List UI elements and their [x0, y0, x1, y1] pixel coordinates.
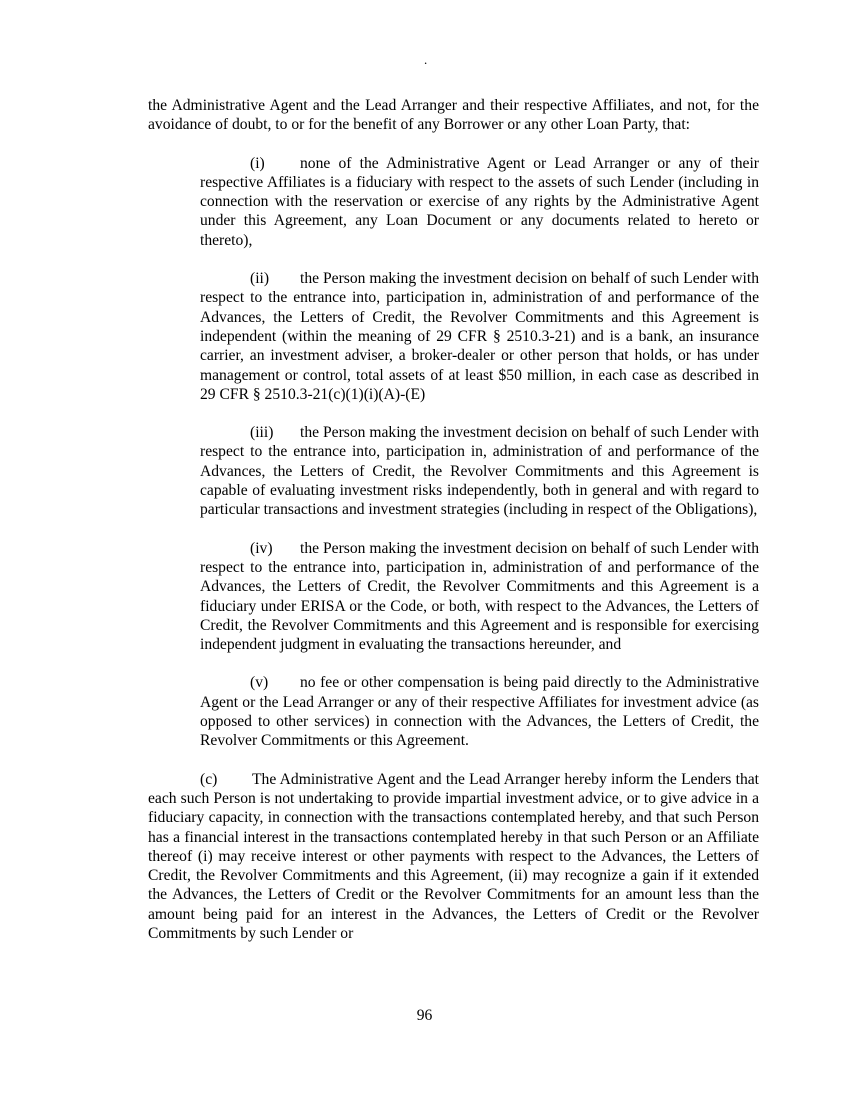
clause-iv-text: the Person making the investment decision on behalf of such Lender with respect to the entrance into, participation in, administration of and performance of the Advances, the Letters of Credit, the Revolver Commitments and this Agreement is a fiduciary under ERISA or the Code, or both, with respect to the Advances, the Letters of Credit, the Revolver Commitments and this Agreement and is responsible for exercising independent judgment in evaluating the transactions hereunder, and: [200, 539, 759, 654]
clause-i: [200, 154, 759, 250]
clause-iii-label: (iii): [250, 424, 274, 442]
clause-i-text: none of the Administrative Agent or Lead Arranger or any of their respective Affiliates is a fiduciary with respect to the assets of such Lender (including in connection with the reservation or exercise of any rights by the Administrative Agent under this Agreement, any Loan Document or any documents related to hereto or thereto),: [200, 154, 759, 249]
paragraph-c: [148, 770, 759, 944]
clause-i-label: (i): [250, 154, 265, 172]
clause-ii: [200, 269, 759, 404]
paragraph-c-label: (c): [200, 770, 218, 788]
clause-iv-label: (iv): [250, 539, 273, 557]
clause-iii-text: the Person making the investment decision on behalf of such Lender with respect to the entrance into, participation in, administration of and performance of the Advances, the Letters of Credit, the Revolver Commitments and this Agreement is capable of evaluating investment risks independently, both in general and with regard to particular transactions and investment strategies (including in respect of the Obligations),: [200, 424, 759, 519]
clause-v: [200, 673, 759, 750]
clause-iv: [200, 539, 759, 655]
page-number: 96: [416, 1007, 433, 1024]
clause-iii: [200, 423, 759, 519]
header-artifact-dot: .: [424, 52, 428, 67]
clause-v-text: no fee or other compensation is being paid directly to the Administrative Agent or the Lead Arranger or any of their respective Affiliates for investment advice (as opposed to other services) in connection with the Advances, the Letters of Credit, the Revolver Commitments or this Agreement.: [200, 674, 759, 750]
intro-paragraph: the Administrative Agent and the Lead Arranger and their respective Affiliates, and not, for the avoidance of doubt, to or for the benefit of any Borrower or any other Loan Party, that:: [148, 97, 759, 134]
document-body-text: [148, 96, 759, 943]
paragraph-c-text: The Administrative Agent and the Lead Arranger hereby inform the Lenders that each such Person is not undertaking to provide impartial investment advice, or to give advice in a fiduciary capacity, in connection with the transactions contemplated hereby, and that such Person has a financial interest in the transactions contemplated hereby in that such Person or an Affiliate thereof (i) may receive interest or other payments with respect to the Advances, the Letters of Credit, the Revolver Commitments and this Agreement, (ii) may recognize a gain if it extended the Advances, the Letters of Credit or the Revolver Commitments for an amount less than the amount being paid for an interest in the Advances, the Letters of Credit or the Revolver Commitments by such Lender or: [148, 770, 759, 942]
clause-ii-label: (ii): [250, 270, 270, 288]
clause-ii-text: the Person making the investment decision on behalf of such Lender with respect to the entrance into, participation in, administration of and performance of the Advances, the Letters of Credit, the Revolver Commitments and this Agreement is independent (within the meaning of 29 CFR § 2510.3-21) and is a bank, an insurance carrier, an investment adviser, a broker-dealer or other person that holds, or has under management or control, total assets of at least $50 million, in each case as described in 29 CFR § 2510.3-21(c)(1)(i)(A)-(E): [200, 270, 759, 403]
clause-v-label: (v): [250, 674, 269, 692]
